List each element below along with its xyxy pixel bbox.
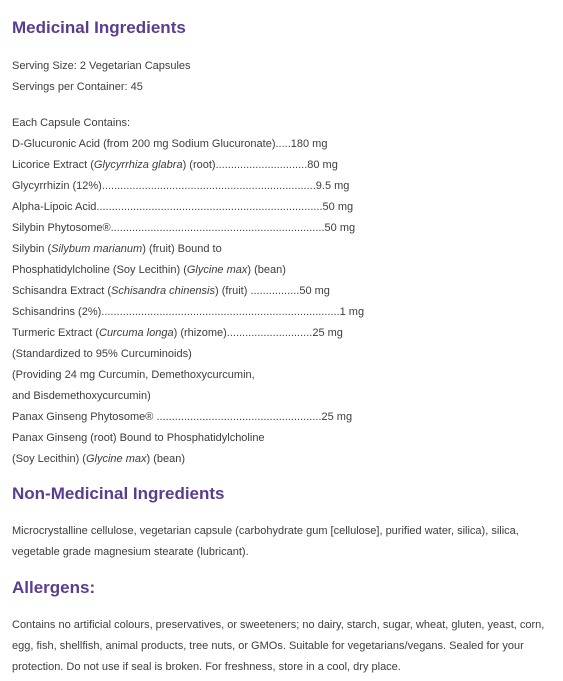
latin-name: Silybum marianum (51, 243, 143, 255)
latin-name: Curcuma longa (99, 327, 174, 339)
ingredient-text: Licorice Extract ( (12, 159, 94, 171)
ingredient-silybin-phytosome: Silybin Phytosome®......................................................................50 mg (12, 222, 356, 234)
ingredient-text: ) (bean) (146, 453, 186, 465)
ingredient-licorice-extract (12, 158, 338, 172)
ingredient-phosphatidylcholine (12, 263, 286, 277)
ingredient-soy-lecithin (12, 452, 185, 466)
ingredient-text: ) (rhizome)............................25 mg (173, 327, 343, 339)
allergens-text: Contains no artificial colours, preservatives, or sweeteners; no dairy, starch, sugar, wheat, gluten, yeast, corn, egg, fish, shellfish, animal products, tree nuts, or GMOs. Suitable for vegetarians/vegans. Sealed for your protection. Do not use if seal is broken. For freshness, store in a cool, dry place. (12, 619, 545, 673)
ingredient-schisandrins: Schisandrins (2%)..............................................................................1 mg (12, 306, 365, 318)
allergens-heading: Allergens: (12, 578, 96, 597)
latin-name: Glycyrrhiza glabra (93, 159, 183, 171)
servings-per-container: Servings per Container: 45 (12, 81, 143, 93)
ingredient-text: Silybin ( (12, 243, 52, 255)
turmeric-bisdemethoxy-note: and Bisdemethoxycurcumin) (12, 390, 151, 402)
turmeric-providing-note: (Providing 24 mg Curcumin, Demethoxycurcumin, (12, 369, 255, 381)
ingredient-silybin-source (12, 242, 222, 256)
ingredient-schisandra-extract (12, 284, 330, 298)
medicinal-ingredients-heading: Medicinal Ingredients (12, 18, 186, 37)
ingredient-text: ) (root)..............................80 mg (182, 159, 338, 171)
latin-name: Glycine max (186, 264, 248, 276)
ingredient-text: ) (fruit) ................50 mg (215, 285, 330, 297)
ingredient-panax-ginseng-root: Panax Ginseng (root) Bound to Phosphatidylcholine (12, 432, 265, 444)
each-capsule-contains: Each Capsule Contains: (12, 117, 131, 129)
non-medicinal-ingredients-text: Microcrystalline cellulose, vegetarian capsule (carbohydrate gum [cellulose], purified water, silica), silica, vegetable grade magnesium stearate (lubricant). (12, 525, 519, 558)
serving-size: Serving Size: 2 Vegetarian Capsules (12, 60, 191, 72)
ingredient-alpha-lipoic-acid: Alpha-Lipoic Acid..........................................................................50 mg (12, 201, 354, 213)
ingredient-text: Phosphatidylcholine (Soy Lecithin) ( (12, 264, 187, 276)
latin-name: Schisandra chinensis (111, 285, 215, 297)
ingredient-text: ) (fruit) Bound to (142, 243, 222, 255)
ingredient-text: (Soy Lecithin) ( (12, 453, 86, 465)
ingredient-d-glucuronic-acid: D-Glucuronic Acid (from 200 mg Sodium Glucuronate).....180 mg (12, 138, 328, 150)
ingredient-text: ) (bean) (247, 264, 286, 276)
ingredient-glycyrrhizin: Glycyrrhizin (12%)......................................................................9.5 mg (12, 180, 350, 192)
ingredient-text: Schisandra Extract ( (12, 285, 112, 297)
latin-name: Glycine max (85, 453, 147, 465)
ingredient-panax-ginseng-phytosome: Panax Ginseng Phytosome® ......................................................25 mg (12, 411, 353, 423)
turmeric-standardized-note: (Standardized to 95% Curcuminoids) (12, 348, 192, 360)
ingredient-turmeric-extract (12, 326, 343, 340)
ingredient-text: Turmeric Extract ( (12, 327, 99, 339)
non-medicinal-ingredients-heading: Non-Medicinal Ingredients (12, 484, 225, 503)
